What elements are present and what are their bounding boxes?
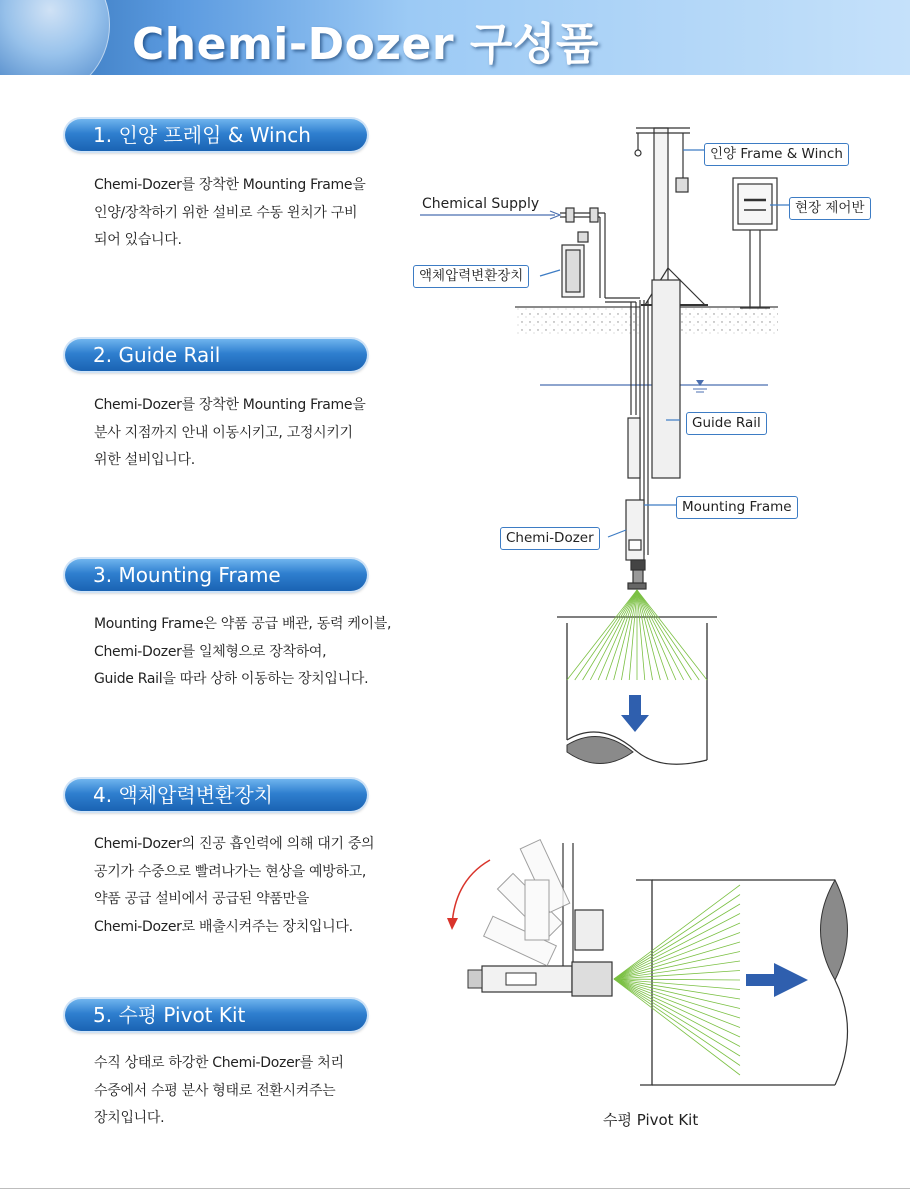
section-5-line: 수중에서 수평 분사 형태로 전환시켜주는 — [94, 1082, 336, 1099]
section-5-heading: 5. 수평 Pivot Kit — [65, 999, 367, 1031]
spray-cone-down — [567, 590, 707, 680]
section-3-line: Chemi-Dozer를 일체형으로 장착하여, — [94, 643, 327, 660]
spray-line — [606, 590, 637, 680]
section-2-line: Chemi-Dozer를 장착한 Mounting Frame을 — [94, 397, 366, 413]
spray-line — [637, 590, 707, 680]
spray-line — [614, 979, 740, 980]
spray-line — [567, 590, 637, 680]
spray-line — [637, 590, 668, 680]
spray-line — [614, 942, 740, 979]
section-1-heading: 1. 인양 프레임 & Winch — [65, 119, 367, 151]
spray-line — [614, 979, 740, 1028]
section-4-line: Chemi-Dozer의 진공 흡인력에 의해 대기 중의 — [94, 836, 375, 852]
section-5-line: 장치입니다. — [94, 1110, 165, 1126]
label-chemi-dozer: Chemi-Dozer — [500, 527, 600, 550]
label-control-panel: 현장 제어반 — [789, 197, 871, 220]
spray-line — [637, 590, 699, 680]
section-1-line: Chemi-Dozer를 장착한 Mounting Frame을 — [94, 177, 366, 193]
section-2-heading: 2. Guide Rail — [65, 339, 367, 371]
label-pivot-kit: 수평 Pivot Kit — [603, 1111, 699, 1129]
rotation-arrow-icon — [452, 860, 490, 925]
spray-line — [575, 590, 637, 680]
section-3-heading: 3. Mounting Frame — [65, 559, 367, 591]
label-chemical-supply: Chemical Supply — [422, 196, 540, 212]
section-4-line: Chemi-Dozer로 배출시켜주는 장치입니다. — [94, 918, 353, 935]
down-arrow-icon — [621, 695, 649, 732]
label-winch: 인양 Frame & Winch — [704, 143, 849, 166]
section-2-line: 위한 설비입니다. — [94, 452, 195, 468]
section-4-line: 공기가 수중으로 빨려나가는 현상을 예방하고, — [94, 863, 367, 880]
spray-tank-vertical — [557, 590, 717, 764]
spray-line — [614, 914, 740, 980]
spray-line — [614, 961, 740, 979]
spray-line — [614, 979, 740, 1056]
section-3-line: Mounting Frame은 약품 공급 배관, 동력 케이블, — [94, 616, 392, 632]
spray-cone-horizontal — [614, 885, 740, 1075]
control-panel — [733, 178, 777, 308]
section-1-line: 되어 있습니다. — [94, 232, 182, 248]
pivot-kit-diagram — [447, 840, 848, 1085]
footer-divider — [0, 1188, 910, 1189]
spray-line — [614, 979, 740, 1018]
page-title: Chemi-Dozer 구성품 — [132, 19, 599, 70]
pivot-ghost-positions — [484, 840, 570, 966]
section-2-line: 분사 지점까지 안내 이동시키고, 고정시키기 — [94, 424, 353, 441]
right-arrow-icon — [746, 963, 808, 997]
label-converter: 액체압력변환장치 — [413, 265, 529, 288]
label-mounting-frame: Mounting Frame — [676, 496, 798, 519]
label-guide-rail: Guide Rail — [686, 412, 767, 435]
spray-line — [614, 904, 740, 979]
spray-line — [614, 979, 740, 1066]
section-4-line: 약품 공급 설비에서 공급된 약품만을 — [94, 891, 309, 907]
chemi-dozer-unit — [626, 418, 646, 589]
spray-line — [614, 923, 740, 979]
section-1-line: 인양/장착하기 위한 설비로 수동 윈치가 구비 — [94, 204, 358, 221]
section-5-line: 수직 상태로 하강한 Chemi-Dozer를 처리 — [94, 1055, 344, 1071]
section-4-heading: 4. 액체압력변환장치 — [65, 779, 367, 811]
spray-line — [614, 895, 740, 980]
section-3-line: Guide Rail을 따라 상하 이동하는 장치입니다. — [94, 671, 369, 687]
